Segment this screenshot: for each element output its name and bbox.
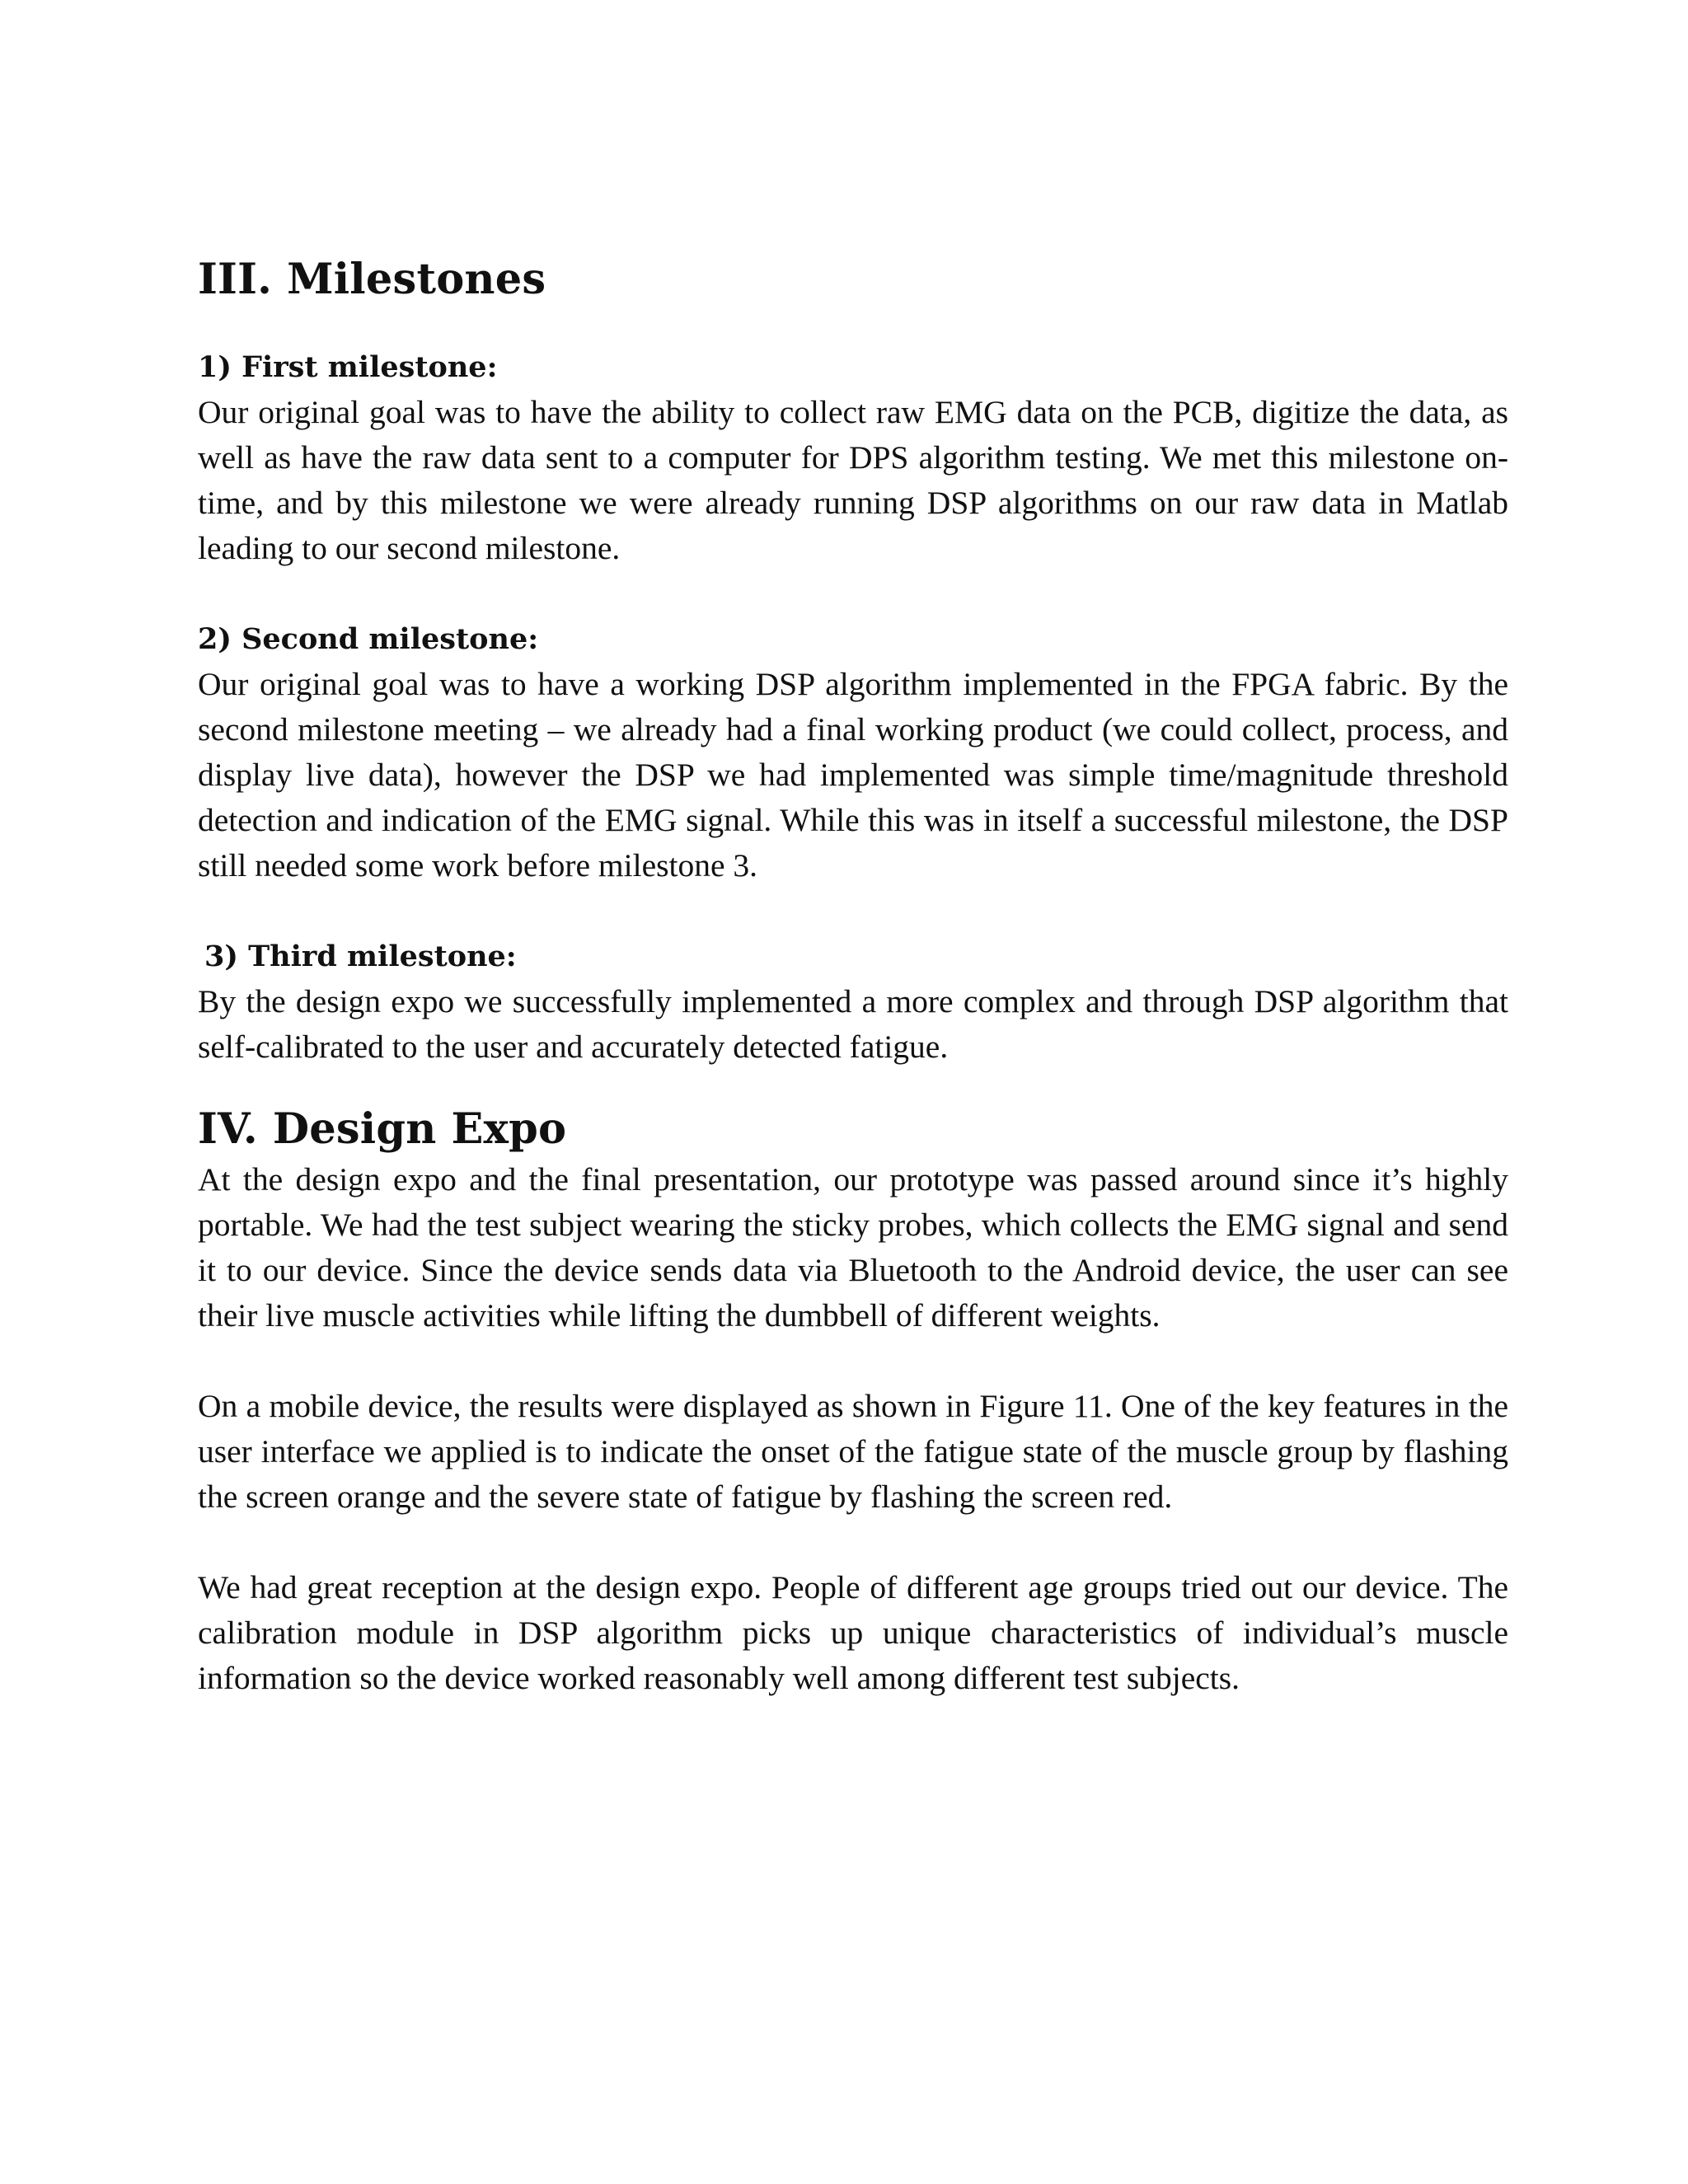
milestone-text: By the design expo we successfully implemented a more complex and through DSP algorithm that self-calibrated to the user and accurately detected fatigue. [198, 983, 1508, 1065]
spacer [198, 1520, 1508, 1565]
milestone-text: Our original goal was to have a working DSP algorithm implemented in the FPGA fabric. By the second milestone meeting – we already had a final working product (we could collect, process, and display live data), however the DSP we had implemented was simple time/magnitude threshold detection and indication of the EMG signal. While this was in itself a successful milestone, the DSP still needed some work before milestone 3. [198, 666, 1508, 883]
milestone-text: Our original goal was to have the ability to collect raw EMG data on the PCB, digitize the data, as well as have the raw data sent to a computer for DPS algorithm testing. We met this milestone on-time, and by this milestone we were already running DSP algorithms on our raw data in Matlab leading to our second milestone. [198, 394, 1508, 566]
spacer [198, 571, 1508, 616]
milestone-heading: 1) First milestone: [198, 350, 498, 384]
milestone-second [198, 616, 1508, 888]
section-title-design-expo: IV. Design Expo [198, 1104, 567, 1154]
milestone-heading: 2) Second milestone: [198, 622, 539, 656]
milestone-third [198, 934, 1508, 1070]
design-expo-paragraph: We had great reception at the design expo. People of different age groups tried out our device. The calibration module in DSP algorithm picks up unique characteristics of individual’s muscle information so the device worked reasonably well among different test subjects. [198, 1569, 1508, 1696]
milestone-first [198, 344, 1508, 571]
section-title-milestones: III. Milestones [198, 255, 546, 304]
spacer [198, 1070, 1508, 1101]
spacer [198, 888, 1508, 934]
milestone-heading: 3) Third milestone: [204, 940, 517, 973]
spacer [198, 1338, 1508, 1384]
design-expo-paragraph: At the design expo and the final presentation, our prototype was passed around since it’s highly portable. We had the test subject wearing the sticky probes, which collects the EMG signal and send it to our device. Since the device sends data via Bluetooth to the Android device, the user can see their live muscle activities while lifting the dumbbell of different weights. [198, 1161, 1508, 1333]
page-content [198, 251, 1508, 1701]
design-expo-paragraph: On a mobile device, the results were displayed as shown in Figure 11. One of the key features in the user interface we applied is to indicate the onset of the fatigue state of the muscle group by flashing the screen orange and the severe state of fatigue by flashing the screen red. [198, 1388, 1508, 1515]
spacer [198, 307, 1508, 344]
